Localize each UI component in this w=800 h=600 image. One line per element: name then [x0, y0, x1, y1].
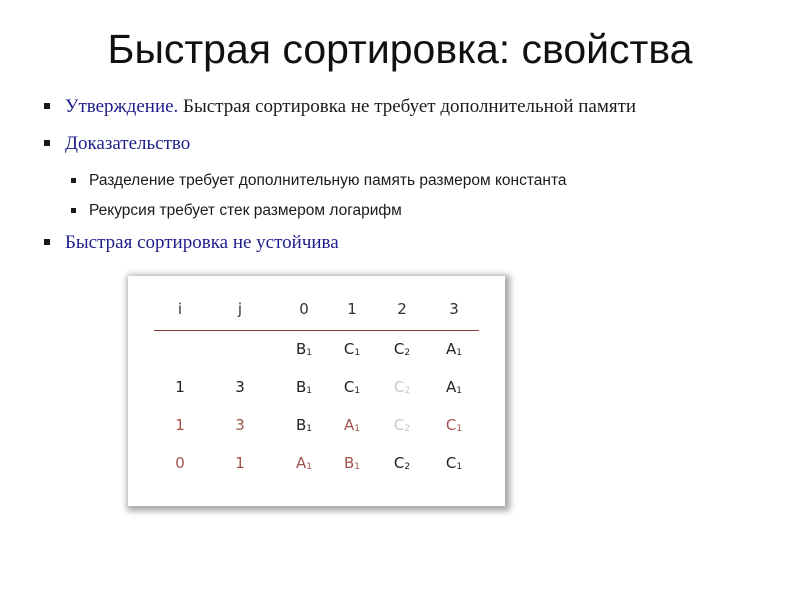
table-header-col-1: 1 [347, 300, 357, 318]
trace-table [128, 276, 505, 506]
row-i-value: 1 [175, 378, 185, 396]
cell-subscript: 1 [354, 348, 361, 358]
sub-bullet-text: Разделение требует дополнительную память размером константа [89, 172, 567, 189]
cell-subscript: 2 [404, 348, 411, 358]
cell-letter: C [393, 340, 405, 358]
cell-subscript: 2 [404, 462, 411, 472]
sub-bullet-text: Рекурсия требует стек размером логарифм [89, 202, 402, 219]
bullet-square-icon [71, 178, 76, 183]
cell-subscript: 1 [456, 424, 463, 434]
claim-text: Быстрая сортировка не требует дополнительной памяти [178, 96, 637, 117]
row-i-value: 0 [175, 454, 185, 472]
slide-title: Быстрая сортировка: свойства [107, 26, 693, 72]
cell-subscript: 1 [456, 386, 462, 396]
cell-letter: A [446, 340, 457, 358]
table-header-col-2: 2 [397, 300, 407, 318]
cell-subscript: 1 [456, 462, 463, 472]
cell-letter: C [343, 340, 355, 358]
bullet-square-icon [44, 103, 50, 109]
cell-subscript: 1 [354, 386, 361, 396]
table-header-col-3: 3 [449, 300, 459, 318]
table-cell [372, 416, 432, 434]
proof-label: Доказательство [65, 133, 191, 154]
table-cell [424, 378, 484, 396]
cell-letter: C [445, 454, 457, 472]
cell-letter: C [445, 416, 457, 434]
bullet-square-icon [44, 140, 50, 146]
table-cell [372, 454, 432, 472]
unstable-text: Быстрая сортировка не устойчива [65, 232, 339, 253]
bullet-square-icon [44, 239, 50, 245]
cell-subscript: 1 [306, 386, 313, 396]
cell-subscript: 1 [306, 424, 313, 434]
cell-letter: B [295, 340, 307, 358]
cell-letter: C [393, 416, 405, 434]
table-cell [424, 340, 484, 358]
cell-letter: A [344, 416, 355, 434]
table-header-col-0: 0 [299, 300, 309, 318]
header-divider [154, 330, 479, 331]
cell-letter: B [295, 416, 307, 434]
table-cell [372, 378, 432, 396]
row-j-value: 3 [235, 416, 245, 434]
row-i-value: 1 [175, 416, 185, 434]
table-cell [424, 454, 484, 472]
table-cell [424, 416, 484, 434]
cell-letter: C [393, 454, 405, 472]
table-header-j: j [237, 300, 243, 318]
table-cell [372, 340, 432, 358]
claim-label: Утверждение. [65, 96, 179, 117]
cell-subscript: 2 [404, 386, 411, 396]
cell-letter: C [343, 378, 355, 396]
cell-subscript: 1 [456, 348, 462, 358]
cell-subscript: 1 [306, 462, 312, 472]
bullet-square-icon [71, 208, 76, 213]
table-header-i: i [177, 300, 183, 318]
cell-letter: B [295, 378, 307, 396]
cell-subscript: 2 [404, 424, 411, 434]
cell-letter: A [296, 454, 307, 472]
row-j-value: 3 [235, 378, 245, 396]
cell-letter: B [343, 454, 355, 472]
cell-subscript: 1 [354, 462, 361, 472]
cell-letter: C [393, 378, 405, 396]
row-j-value: 1 [235, 454, 245, 472]
trace-table-figure [128, 276, 505, 506]
cell-subscript: 1 [306, 348, 313, 358]
cell-letter: A [446, 378, 457, 396]
cell-subscript: 1 [354, 424, 360, 434]
